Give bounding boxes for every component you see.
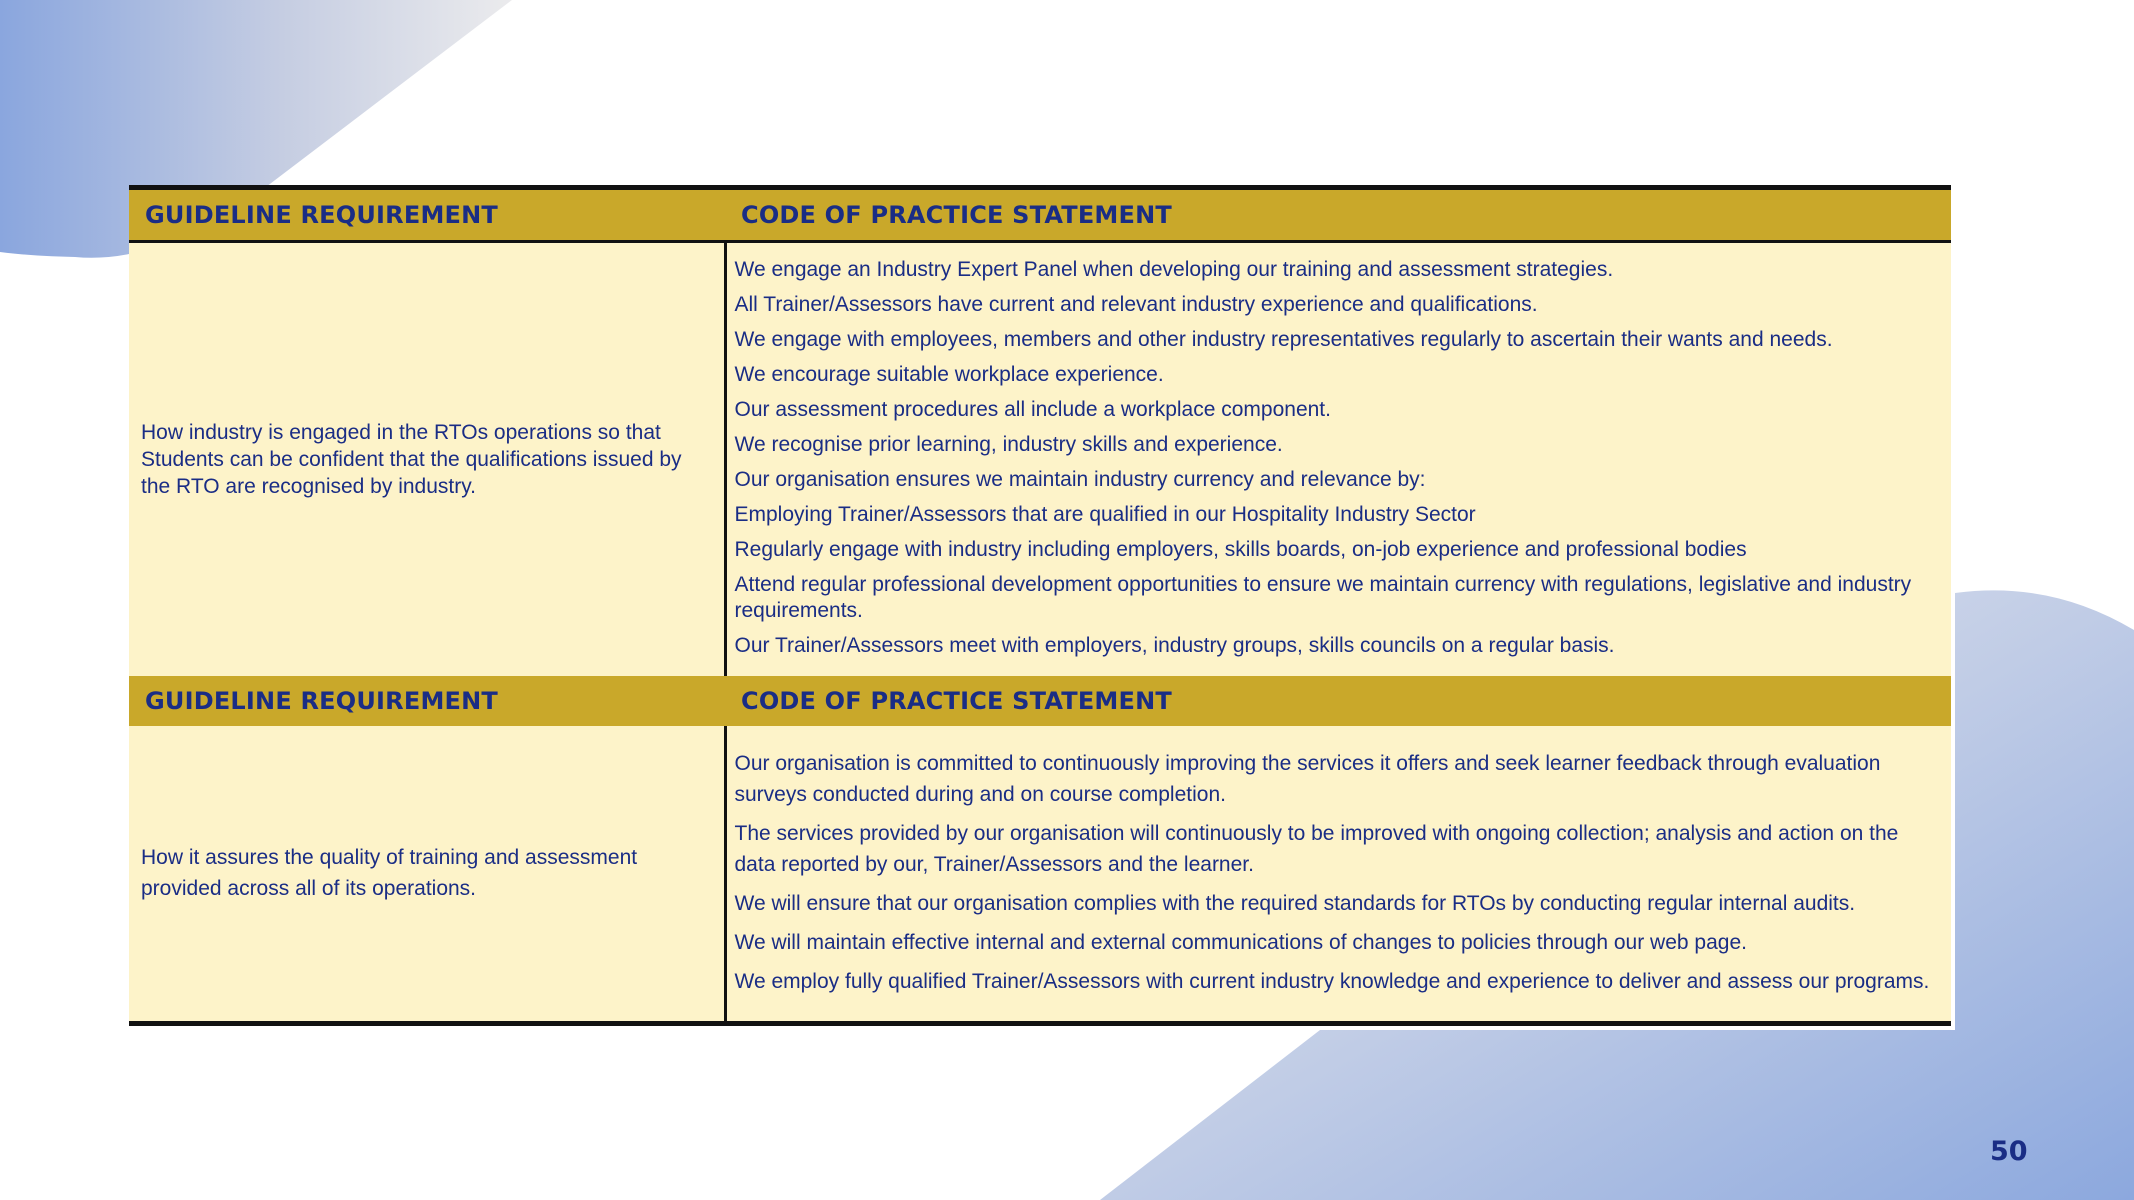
industry-engagement-requirement: How industry is engaged in the RTOs operations so that Students can be confident that the qualifications issued by the RTO are recognised by industry.: [129, 242, 725, 676]
code-of-practice-header: CODE OF PRACTICE STATEMENT: [725, 676, 1951, 726]
section-2-body-row: [129, 726, 1951, 1024]
statement-item: We engage an Industry Expert Panel when developing our training and assessment strategies.: [734, 257, 1614, 281]
statement-item: Regularly engage with industry including employers, skills boards, on-job experience and professional bodies: [734, 537, 1747, 561]
code-of-practice-table: [129, 185, 1951, 1026]
page-number: 50: [1990, 1136, 2028, 1167]
code-of-practice-header: CODE OF PRACTICE STATEMENT: [725, 188, 1951, 242]
statement-item: Our assessment procedures all include a workplace component.: [734, 397, 1331, 421]
section-1-header-row: [129, 188, 1951, 242]
statement-item: We encourage suitable workplace experience.: [734, 362, 1164, 386]
section-2-header-row: [129, 676, 1951, 726]
industry-engagement-statements: [725, 242, 1951, 676]
guideline-requirement-header: GUIDELINE REQUIREMENT: [129, 188, 725, 242]
quality-assurance-requirement: How it assures the quality of training and assessment provided across all of its operations.: [129, 726, 725, 1024]
guideline-requirement-header: GUIDELINE REQUIREMENT: [129, 676, 725, 726]
statement-item: Employing Trainer/Assessors that are qualified in our Hospitality Industry Sector: [734, 502, 1476, 526]
statement-list: [735, 745, 1940, 1002]
statement-list: [735, 254, 1940, 665]
statement-item: Our organisation ensures we maintain industry currency and relevance by:: [734, 467, 1426, 491]
statement-item: Our organisation is committed to continuously improving the services it offers and seek learner feedback through evaluation surveys conducted during and on course completion.: [734, 751, 1881, 806]
statement-item: We will maintain effective internal and external communications of changes to policies through our web page.: [734, 930, 1747, 954]
statement-item: We engage with employees, members and other industry representatives regularly to ascertain their wants and needs.: [734, 327, 1833, 351]
statement-item: We will ensure that our organisation complies with the required standards for RTOs by conducting regular internal audits.: [734, 891, 1856, 915]
statement-item: All Trainer/Assessors have current and relevant industry experience and qualifications.: [734, 292, 1538, 316]
statement-item: Our Trainer/Assessors meet with employers, industry groups, skills councils on a regular basis.: [734, 633, 1615, 657]
statement-item: We employ fully qualified Trainer/Assessors with current industry knowledge and experience to deliver and assess our programs.: [734, 969, 1930, 993]
quality-assurance-statements: [725, 726, 1951, 1024]
section-1-body-row: [129, 242, 1951, 676]
statement-item: The services provided by our organisation will continuously to be improved with ongoing collection; analysis and action on the data reported by our, Trainer/Assessors and the learner.: [734, 821, 1899, 876]
statement-item: Attend regular professional development opportunities to ensure we maintain currency with regulations, legislative and industry requirements.: [734, 572, 1912, 622]
statement-item: We recognise prior learning, industry skills and experience.: [734, 432, 1283, 456]
